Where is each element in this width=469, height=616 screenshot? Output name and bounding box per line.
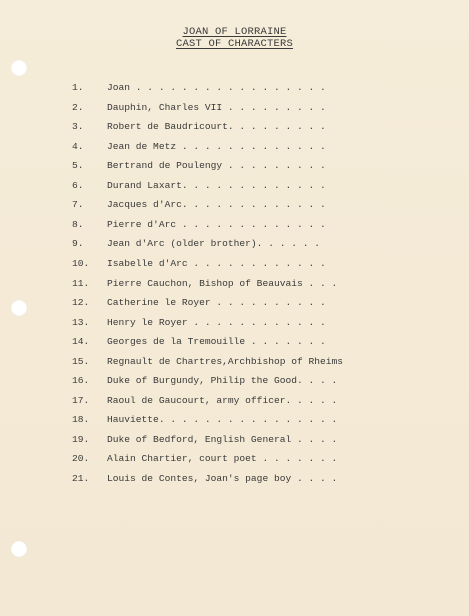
cast-list-item <box>0 295 469 311</box>
cast-list-item <box>0 236 469 252</box>
character-name: Jacques d'Arc. . . . . . . . . . . . . <box>107 199 326 211</box>
item-number: 8. <box>72 218 84 230</box>
cast-heading: CAST OF CHARACTERS <box>175 38 294 50</box>
character-name: Bertrand de Poulengy . . . . . . . . . <box>107 160 326 172</box>
cast-list-item <box>0 334 469 350</box>
item-number: 4. <box>72 140 84 152</box>
character-name: Robert de Baudricourt. . . . . . . . . <box>107 121 326 133</box>
cast-list-item <box>0 373 469 389</box>
item-number: 18. <box>72 414 90 426</box>
character-name: Louis de Contes, Joan's page boy . . . . <box>107 473 338 484</box>
item-number: 21. <box>72 473 90 484</box>
character-name: Jean de Metz . . . . . . . . . . . . . <box>107 140 326 152</box>
item-number: 17. <box>72 394 90 406</box>
character-name: Pierre Cauchon, Bishop of Beauvais . . . <box>107 277 338 289</box>
punch-hole <box>11 541 27 557</box>
item-number: 13. <box>72 316 90 328</box>
cast-list-item <box>0 412 469 428</box>
item-number: 2. <box>72 101 84 113</box>
character-name: Georges de la Tremouille . . . . . . . <box>107 336 326 348</box>
character-name: Duke of Bedford, English General . . . . <box>107 433 338 445</box>
item-number: 20. <box>72 453 90 465</box>
character-name: Durand Laxart. . . . . . . . . . . . . <box>107 179 326 191</box>
character-name: Henry le Royer . . . . . . . . . . . . <box>107 316 326 328</box>
character-name: Jean d'Arc (older brother). . . . . . <box>107 238 321 250</box>
character-name: Regnault de Chartres,Archbishop of Rheims <box>107 355 344 367</box>
character-name: Catherine le Royer . . . . . . . . . . <box>107 297 326 309</box>
cast-list-item <box>0 217 469 233</box>
cast-list-item <box>0 471 469 487</box>
character-name: Duke of Burgundy, Philip the Good. . . . <box>107 375 338 387</box>
character-name: Raoul de Gaucourt, army officer. . . . . <box>107 394 338 406</box>
cast-list-item <box>0 139 469 155</box>
cast-list-item <box>0 197 469 213</box>
character-name: Joan . . . . . . . . . . . . . . . . . <box>107 82 326 93</box>
item-number: 15. <box>72 355 90 367</box>
character-name: Isabelle d'Arc . . . . . . . . . . . . <box>107 257 326 269</box>
cast-list-item <box>0 256 469 272</box>
cast-list-item <box>0 158 469 174</box>
item-number: 1. <box>72 82 84 93</box>
item-number: 11. <box>72 277 90 289</box>
item-number: 3. <box>72 121 84 133</box>
character-name: Pierre d'Arc . . . . . . . . . . . . . <box>107 218 326 230</box>
cast-list-item <box>0 178 469 194</box>
item-number: 10. <box>72 257 90 269</box>
item-number: 14. <box>72 336 90 348</box>
character-name: Dauphin, Charles VII . . . . . . . . . <box>107 101 326 113</box>
character-name: Alain Chartier, court poet . . . . . . . <box>107 453 338 465</box>
cast-list-item <box>0 276 469 292</box>
cast-list-item <box>0 451 469 467</box>
item-number: 12. <box>72 297 90 309</box>
item-number: 5. <box>72 160 84 172</box>
cast-list-item <box>0 315 469 331</box>
cast-list-item <box>0 393 469 409</box>
play-title: JOAN OF LORRAINE <box>182 26 287 38</box>
cast-list-item <box>0 100 469 116</box>
item-number: 6. <box>72 179 84 191</box>
item-number: 9. <box>72 238 84 250</box>
item-number: 16. <box>72 375 90 387</box>
cast-list-item <box>0 80 469 96</box>
item-number: 7. <box>72 199 84 211</box>
cast-list-item <box>0 354 469 370</box>
cast-list-item <box>0 119 469 135</box>
cast-list-item <box>0 432 469 448</box>
item-number: 19. <box>72 433 90 445</box>
character-name: Hauviette. . . . . . . . . . . . . . . . <box>107 414 338 426</box>
punch-hole <box>11 60 27 76</box>
